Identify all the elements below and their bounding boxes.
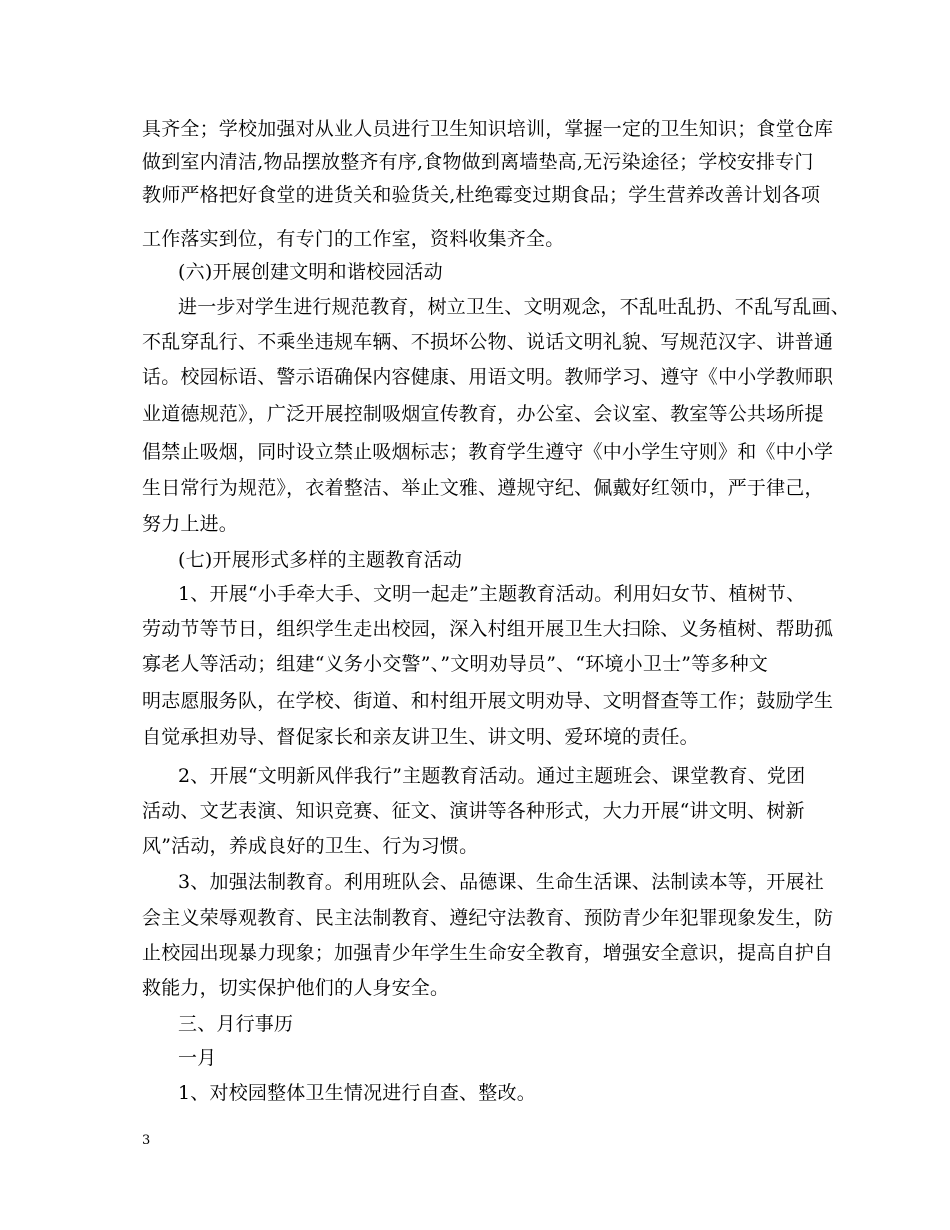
page-number: 3	[142, 1133, 151, 1148]
text-line: 进一步对学生进行规范教育，树立卫生、文明观念，不乱吐乱扔、不乱写乱画、	[178, 296, 851, 318]
text-line: 做到室内清洁,物品摆放整齐有序,食物做到离墙垫高,无污染途径；学校安排专门	[142, 151, 814, 173]
text-line: 努力上进。	[142, 513, 239, 535]
text-line: 明志愿服务队，在学校、街道、和村组开展文明劝导、文明督查等工作；鼓励学生	[142, 690, 834, 712]
subheading: 一月	[178, 1047, 217, 1069]
text-line: 救能力，切实保护他们的人身安全。	[142, 977, 450, 999]
text-line: 风”活动，养成良好的卫生、行为习惯。	[142, 835, 479, 857]
text-line: 不乱穿乱行、不乘坐违规车辆、不损坏公物、说话文明礼貌、写规范汉字、讲普通	[142, 331, 834, 353]
text-line: 止校园出现暴力现象；加强青少年学生生命安全教育，增强安全意识，提高自护自	[142, 942, 834, 964]
text-line: 劳动节等节日，组织学生走出校园，深入村组开展卫生大扫除、义务植树、帮助孤	[142, 618, 834, 640]
section-heading: (六)开展创建文明和谐校园活动	[178, 261, 443, 283]
text-line: 1、对校园整体卫生情况进行自查、整改。	[178, 1082, 536, 1104]
text-line: 生日常行为规范》，衣着整洁、举止文雅、遵规守纪、佩戴好红领巾，严于律己，	[142, 477, 824, 499]
text-line: 会主义荣辱观教育、民主法制教育、遵纪守法教育、预防青少年犯罪现象发生，防	[142, 907, 834, 929]
text-line: 自觉承担劝导、督促家长和亲友讲卫生、讲文明、爱环境的责任。	[142, 726, 699, 748]
text-line: 活动、文艺表演、知识竞赛、征文、演讲等各种形式，大力开展“讲文明、树新	[142, 800, 805, 822]
text-line: 工作落实到位，有专门的工作室，资料收集齐全。	[142, 228, 565, 250]
text-line: 话。校园标语、警示语确保内容健康、用语文明。教师学习、遵守《中小学教师职	[142, 366, 834, 388]
text-line: 2、开展“文明新风伴我行”主题教育活动。通过主题班会、课堂教育、党团	[178, 765, 806, 787]
text-line: 教师严格把好食堂的进货关和验货关,杜绝霉变过期食品；学生营养改善计划各项	[142, 184, 821, 206]
section-heading: 三、月行事历	[178, 1013, 294, 1035]
section-heading: (七)开展形式多样的主题教育活动	[178, 549, 463, 571]
text-line: 具齐全；学校加强对从业人员进行卫生知识培训，掌握一定的卫生知识；食堂仓库	[142, 118, 834, 140]
text-line: 业道德规范》，广泛开展控制吸烟宣传教育，办公室、会议室、教室等公共场所提	[142, 403, 824, 425]
text-line: 倡禁止吸烟，同时设立禁止吸烟标志；教育学生遵守《中小学生守则》和《中小学	[142, 441, 834, 463]
text-line: 3、加强法制教育。利用班队会、品德课、生命生活课、法制读本等，开展社	[178, 871, 824, 893]
text-line: 寡老人等活动；组建“义务小交警”、”文明劝导员”、“环境小卫士”等多种文	[142, 653, 768, 675]
text-line: 1、开展“小手牵大手、文明一起走”主题教育活动。利用妇女节、植树节、	[178, 583, 806, 605]
